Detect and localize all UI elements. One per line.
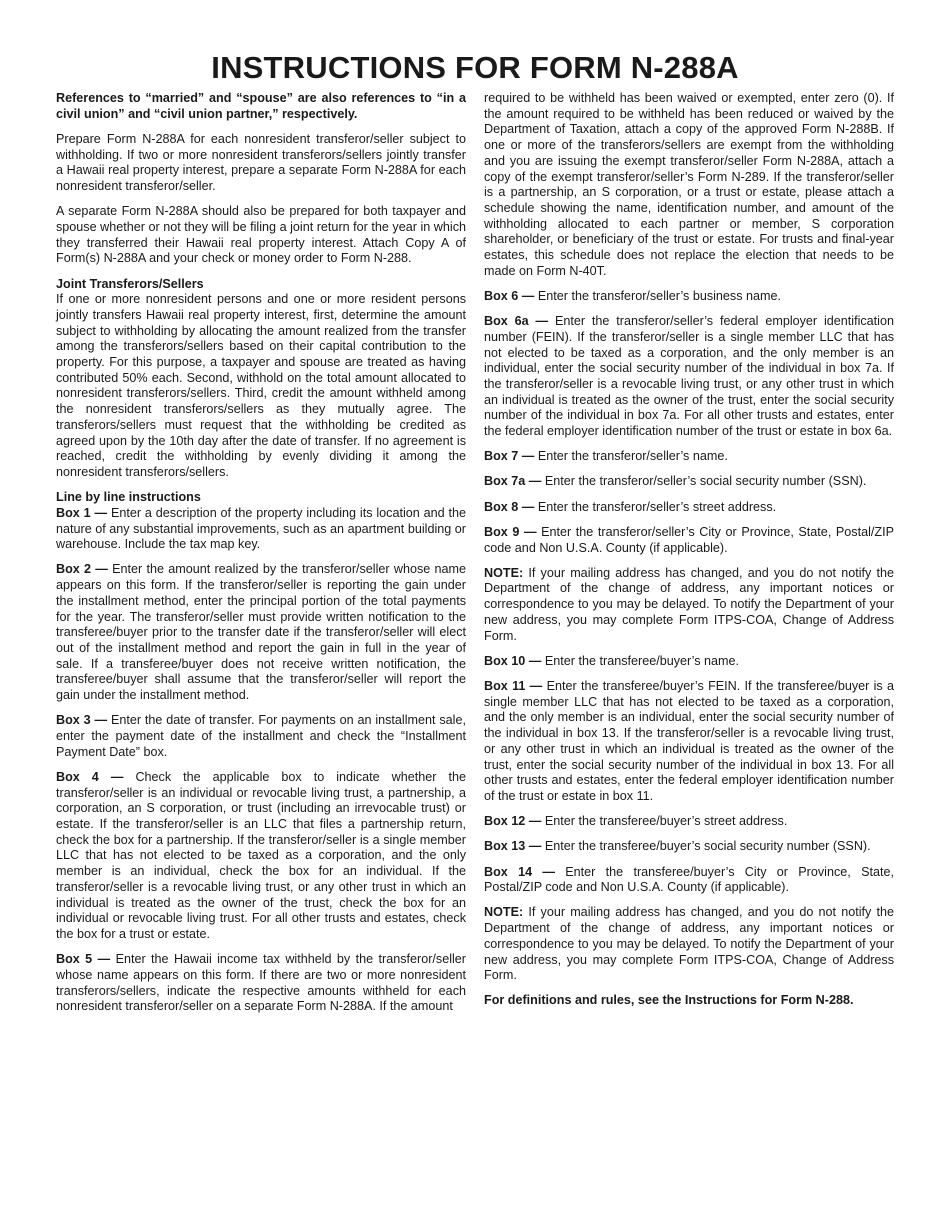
- box-11-label: Box 11 —: [484, 679, 543, 693]
- box-10-text: Enter the transferee/buyer’s name.: [541, 653, 740, 668]
- box-6a-label: Box 6a —: [484, 314, 549, 329]
- box-5-label: Box 5 —: [56, 952, 111, 967]
- note-1-label: NOTE:: [484, 565, 524, 580]
- note-2-text: If your mailing address has changed, and you do not notify the Department of the change of address, any important notices or correspondence to you may be delayed. To notify the Department of your new address, you may complete Form ITPS-COA, Change of Address Form.: [484, 905, 894, 983]
- box-14-text: Enter the transferee/buyer’s City or Province, State, Postal/ZIP code and Non U.S.A. County (if applicable).: [484, 864, 894, 895]
- note-address-change-1: [484, 566, 894, 645]
- box-13-instruction: [484, 839, 894, 855]
- box-7a-text: Enter the transferor/seller’s social security number (SSN).: [541, 474, 867, 489]
- right-column: [484, 91, 894, 1019]
- box-13-text: Enter the transferee/buyer’s social security number (SSN).: [541, 839, 871, 854]
- box-6a-text: Enter the transferor/seller’s federal employer identification number (FEIN). If the transferor/seller is a single member LLC that has not elected to be taxed as a corporation, and the only member is an individual, enter the social security number of the individual in box 7a. If the transferor/seller is a revocable living trust, or any other trust in which an individual is treated as the owner of the trust, enter the social security number of the individual in box 7a. For all other trusts and estates, enter the federal employer identification number of the trust or estate in box 6a.: [484, 314, 894, 439]
- joint-transferors-text: If one or more nonresident persons and one or more resident persons jointly transfers Hawaii real property interest, first, determine the amount subject to withholding by allocating the amount realized from the transfer among the transferors/sellers based on their capital contribution to the property. For this purpose, a taxpayer and spouse are treated as having contributed 50% each. Second, withhold on the total amount allocated to nonresident transferors/sellers. Third, credit the amount withheld among the nonresident transferors/sellers as they mutually agree. The transferors/sellers must request that the withholding be credited as agreed upon by the 10th day after the date of transfer. If no agreement is reached, credit the withholding by evenly dividing it among the nonresident transferors/sellers.: [56, 292, 466, 479]
- box-7-label: Box 7 —: [484, 449, 535, 464]
- box-7-instruction: [484, 449, 894, 465]
- box-5-text: Enter the Hawaii income tax withheld by the transferor/seller whose name appears on this form. If there are two or more nonresident transferors/sellers, indicate the respective amounts withheld for each nonresident transferor/seller on a separate Form N-288A. If the amount: [56, 952, 466, 1014]
- box-9-instruction: [484, 525, 894, 556]
- box-5-continued: required to be withheld has been waived or exempted, enter zero (0). If the amount required to be withheld has been reduced or waived by the Department of Taxation, attach a copy of the approved Form N-288B. If one or more of the transferors/sellers are exempt from the withholding and you are issuing the exempt transferor/seller Form N-288A, attach a copy of the exempt transferor/seller’s Form N-289. If the transferor/seller is a partnership, an S corporation, or a trust or estate, please attach a schedule showing the name, identification number, and amount of the withholding allocated to each partner or member, S corporation shareholder, or beneficiary of the trust or estate. For trusts and final-year estates, this schedule does not replace the election that needs to be made on Form N-40T.: [484, 91, 894, 278]
- left-column: [56, 91, 466, 1024]
- box-11-text: Enter the transferee/buyer’s FEIN. If the transferee/buyer is a single member LLC that has not elected to be taxed as a corporation, and the only member is an individual, enter the social security number of the individual in box 13. If the transferor/seller is a revocable living trust, or any other trust in which an individual is treated as the owner of the trust, enter the social security number of the individual in box 13. For all other trusts and estates, enter the federal employer identification number of the trust or estate in box 11.: [484, 679, 894, 803]
- box-1-label: Box 1 —: [56, 505, 108, 520]
- box-6-text: Enter the transferor/seller’s business name.: [534, 288, 782, 303]
- box-6a-instruction: [484, 314, 894, 440]
- box-3-instruction: [56, 713, 466, 760]
- box-12-instruction: [484, 814, 894, 830]
- box-1-text: Enter a description of the property including its location and the nature of any substantial improvements, such as an apartment building or warehouse. Include the tax map key.: [56, 505, 466, 552]
- paragraph-prepare: Prepare Form N-288A for each nonresident transferor/seller subject to withholding. If two or more nonresident transferors/sellers jointly transfer a Hawaii real property interest, prepare a separate Form N-288A for each nonresident transferor/seller.: [56, 131, 466, 194]
- box-4-text: Check the applicable box to indicate whether the transferor/seller is an individual or revocable living trust, a partnership, a corporation, an S corporation, or trust (including an irrevocable trust) or estate. If the transferor/seller is an LLC that files a partnership return, check the box for a partnership. If the transferor/seller is a single member LLC that has not elected to be taxed as a corporation, and the only member is an individual, check the box for an individual. If the transferor/seller is a revocable living trust, or any other trust in which an individual is treated as the owner of the trust, check the box for an individual or revocable living trust. For all other trusts and estates, check the box for a trust or estate.: [56, 769, 466, 941]
- box-14-label: Box 14 —: [484, 864, 555, 879]
- box-4-instruction: [56, 770, 466, 943]
- box-4-label: Box 4 —: [56, 769, 124, 784]
- box-9-text: Enter the transferor/seller’s City or Province, State, Postal/ZIP code and Non U.S.A. County (if applicable).: [484, 524, 894, 555]
- closing-reference: For definitions and rules, see the Instructions for Form N-288.: [484, 993, 854, 1008]
- box-5-instruction: [56, 952, 466, 1015]
- box-3-label: Box 3 —: [56, 713, 108, 728]
- box-9-label: Box 9 —: [484, 524, 537, 539]
- line-by-line-heading: Line by line instructions: [56, 490, 201, 505]
- box-6-label: Box 6 —: [484, 288, 535, 303]
- box-7-text: Enter the transferor/seller’s name.: [534, 449, 728, 464]
- box-1-instruction: [56, 506, 466, 553]
- box-8-text: Enter the transferor/seller’s street address.: [534, 499, 777, 514]
- box-2-instruction: [56, 562, 466, 703]
- intro-note: References to “married” and “spouse” are also references to “in a civil union” and “civil union partner,” respectively.: [56, 91, 466, 121]
- box-8-label: Box 8 —: [484, 499, 535, 514]
- note-address-change-2: [484, 905, 894, 984]
- note-2-label: NOTE:: [484, 905, 524, 920]
- note-1-text: If your mailing address has changed, and you do not notify the Department of the change of address, any important notices or correspondence to you may be delayed. To notify the Department of your new address, you may complete Form ITPS-COA, Change of Address Form.: [484, 565, 894, 643]
- box-11-instruction: [484, 679, 894, 805]
- box-12-label: Box 12 —: [484, 814, 542, 829]
- box-8-instruction: [484, 500, 894, 516]
- box-13-label: Box 13 —: [484, 839, 542, 854]
- box-10-instruction: [484, 654, 894, 670]
- joint-transferors-heading: Joint Transferors/Sellers: [56, 276, 204, 291]
- paragraph-separate-form: A separate Form N-288A should also be prepared for both taxpayer and spouse whether or not they will be filing a joint return for the year in which they transferred their Hawaii real property interest. Attach Copy A of Form(s) N-288A and your check or money order to Form N-288.: [56, 204, 466, 266]
- page-title: INSTRUCTIONS FOR FORM N-288A: [211, 50, 739, 85]
- box-14-instruction: [484, 865, 894, 896]
- box-7a-instruction: [484, 474, 894, 490]
- box-7a-label: Box 7a —: [484, 474, 542, 489]
- box-2-text: Enter the amount realized by the transferor/seller whose name appears on this form. If the transferor/seller is reporting the gain under the installment method, enter the principal portion of the total payments for the year. The transferor/seller must provide written notification to the transferee/buyer prior to the transfer date if the transferor/seller will elect out of the installment method and report the gain in full in the year of sale. If a transferee/buyer does not receive written notification, the transferee/buyer shall assume that the transferor/seller will report the gain under the installment method.: [56, 562, 466, 703]
- box-12-text: Enter the transferee/buyer’s street address.: [541, 814, 788, 829]
- box-2-label: Box 2 —: [56, 562, 108, 577]
- box-6-instruction: [484, 289, 894, 305]
- box-3-text: Enter the date of transfer. For payments on an installment sale, enter the payment date of the installment and check the “Installment Payment Date” box.: [56, 713, 466, 759]
- box-10-label: Box 10 —: [484, 653, 542, 668]
